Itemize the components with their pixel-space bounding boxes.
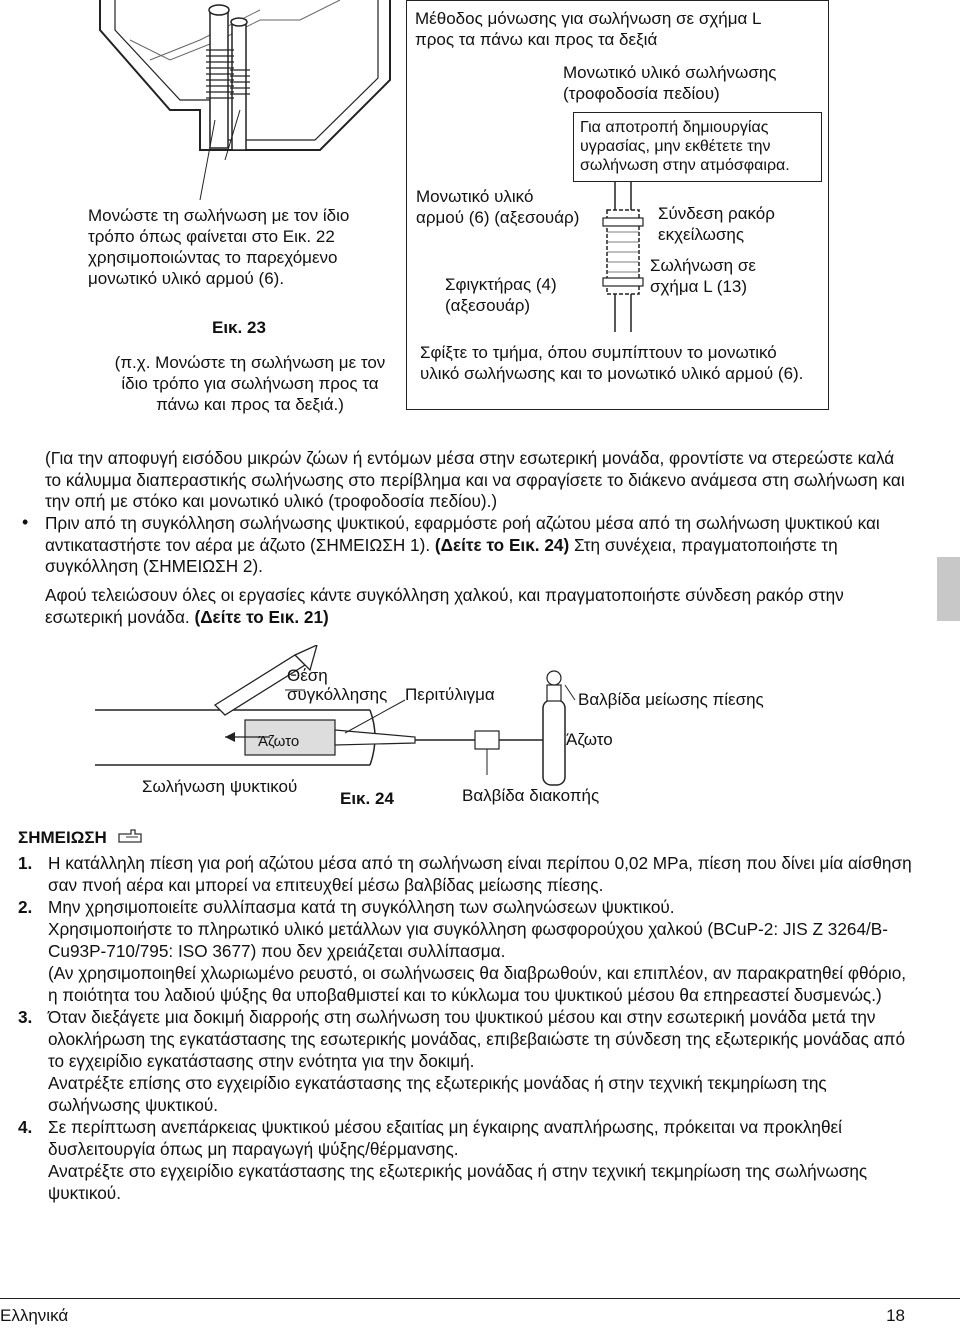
note-number: 2. [18, 897, 33, 917]
paragraph-nitrogen [45, 513, 915, 578]
page-number: 18 [886, 1306, 905, 1325]
notes-list [18, 852, 918, 1204]
note-text: Σε περίπτωση ανεπάρκειας ψυκτικού μέσου εξαιτίας μη έγκαιρης αναπλήρωσης, πρόκειται να προκληθεί δυσλειτουργία όπως μη παραγωγή ψύξης/θέρμανσης. [48, 1117, 842, 1159]
joint-insulation-label: Μονωτικό υλικό αρμού (6) (αξεσουάρ) [416, 187, 580, 227]
clamp-label: Σφιγκτήρας (4) (αξεσουάρ) [445, 275, 557, 315]
note-item [18, 1116, 918, 1160]
bullet-marker: • [22, 512, 29, 532]
paragraph-animals: (Για την αποφυγή εισόδου μικρών ζώων ή εντόμων μέσα στην εσωτερική μονάδα, φροντίστε να στερεώστε καλά το κάλυμμα διαπεραστικής σωλήνωσης στο περίβλημα και να σφραγίσετε το διάκενο ανάμεσα στη σωλήνωση και την οπή με στόκο και μονωτικό υλικό (τροφοδοσία πεδίου).) [45, 448, 905, 512]
hand-pointer-icon [118, 828, 142, 849]
stop-valve-label: Βαλβίδα διακοπής [462, 786, 600, 805]
pipe-insulation-label: Μονωτικό υλικό σωλήνωσης (τροφοδοσία πεδίου) [563, 63, 777, 103]
tighten-note: Σφίξτε το τμήμα, όπου συμπίπτουν το μονωτικό υλικό σωλήνωσης και το μονωτικό υλικό αρμού (6). [420, 343, 804, 383]
note-item-continued [18, 1072, 918, 1116]
fig24-label: Εικ. 24 [340, 789, 394, 808]
fig24-ref: (Δείτε το Εικ. 24) [434, 534, 570, 555]
fig23-label: Εικ. 23 [212, 318, 266, 337]
flare-connection-label: Σύνδεση ρακόρ εκχείλωσης [658, 204, 775, 244]
note-item [18, 852, 918, 896]
note-number: 1. [18, 853, 33, 873]
refrigerant-pipe-label: Σωλήνωση ψυκτικού [142, 777, 298, 796]
after-text: Αφού τελειώσουν όλες οι εργασίες κάντε συγκόλληση χαλκού, και πραγματοποιήστε σύνδεση ρακόρ στην εσωτερική μονάδα. [45, 585, 844, 627]
note-text: Χρησιμοποιήστε το πληρωτικό υλικό μετάλλων για συγκόλληση φωσφορούχου χαλκού (BCuP-2: JIS Z 3264/B-Cu93P-710/795: ISO 3677) που δεν χρειάζεται συλλίπασμα. [48, 919, 888, 961]
fig23-left-caption: Μονώστε τη σωλήνωση με τον ίδιο τρόπο όπως φαίνεται στο Εικ. 22 χρησιμοποιώντας το παρεχόμενο μονωτικό υλικό αρμού (6). [88, 206, 350, 288]
side-tab-marker [937, 557, 960, 621]
unit-corner-illustration [60, 0, 400, 200]
brazing-point-label-2: συγκόλλησης [287, 685, 388, 704]
fig23-example-caption: (π.χ. Μονώστε τη σωλήνωση με τον ίδιο τρόπο για σωλήνωση προς τα πάνω και προς τα δεξιά.) [114, 353, 386, 414]
note-text: Όταν διεξάγετε μια δοκιμή διαρροής στη σωλήνωση του ψυκτικού μέσου και στην εσωτερική μονάδα μετά την ολοκλήρωση της εγκατάστασης της εσωτερικής μονάδας, επιβεβαιώστε τη σύνδεση της εξωτερικής μονάδας από το εγχειρίδιο εγκατάστασης στην ενότητα για την δοκιμή. [48, 1007, 906, 1071]
fig21-ref: (Δείτε το Εικ. 21) [194, 606, 329, 627]
brazing-point-label-1: Θέση [287, 666, 328, 685]
note-item-continued [18, 962, 918, 1006]
nitrogen-text-a: Πριν από τη συγκόλληση σωλήνωσης ψυκτικού, εφαρμόστε ροή αζώτου μέσα από τη σωλήνωση ψυκτικού και αντικαταστήστε τον αέρα με άζωτο (ΣΗΜΕΙΩΣΗ 1). [45, 513, 880, 555]
moisture-note: Για αποτροπή δημιουργίας υγρασίας, μην εκθέτετε την σωλήνωση στην ατμόσφαιρα. [580, 119, 790, 174]
box-title: Μέθοδος μόνωσης για σωλήνωση σε σχήμα L προς τα πάνω και προς τα δεξιά [415, 9, 761, 49]
notes-heading [18, 828, 142, 849]
notes-heading-text: ΣΗΜΕΙΩΣΗ [18, 828, 107, 847]
note-item [18, 1006, 918, 1072]
note-text: Ανατρέξτε στο εγχειρίδιο εγκατάστασης της εξωτερικής μονάδας ή στην τεχνική τεκμηρίωση της σωλήνωσης ψυκτικού. [48, 1161, 868, 1203]
note-item-continued [18, 1160, 918, 1204]
footer-divider [0, 1298, 960, 1299]
nitrogen-text-b: Στη συνέχεια, πραγματοποιήστε τη συγκόλληση (ΣΗΜΕΙΩΣΗ 2). [45, 534, 838, 577]
taping-label: Περιτύλιγμα [405, 685, 495, 704]
note-item-continued [18, 918, 918, 962]
paragraph-after-brazing [45, 585, 915, 628]
footer-language: Ελληνικά [0, 1306, 69, 1325]
note-number: 3. [18, 1007, 33, 1027]
note-text: Η κατάλληλη πίεση για ροή αζώτου μέσα από τη σωλήνωση είναι περίπου 0,02 MPa, πίεση που δίνει μία αίσθηση σαν πνοή αέρα και μπορεί να επιτευχθεί μέσω βαλβίδας μείωσης πίεσης. [48, 853, 912, 895]
note-number: 4. [18, 1117, 33, 1137]
note-text: Ανατρέξτε επίσης στο εγχειρίδιο εγκατάστασης της εξωτερικής μονάδας ή στην τεχνική τεκμηρίωση της σωλήνωσης ψυκτικού. [48, 1073, 827, 1115]
note-text: (Αν χρησιμοποιηθεί χλωριωμένο ρευστό, οι σωλήνωσεις θα διαβρωθούν, και επιπλέον, αν παρακρατηθεί φθόριο, η ποιότητα του λαδιού ψύξης θα υποβαθμιστεί και το κύκλωμα του ψυκτικού μέσου θα επηρεαστεί δυσμενώς.) [48, 963, 907, 1005]
pressure-valve-label: Βαλβίδα μείωσης πίεσης [578, 690, 764, 709]
note-item [18, 896, 918, 918]
nitrogen-pipe-label: Άζωτο [258, 733, 300, 750]
note-text: Μην χρησιμοποιείτε συλλίπασμα κατά τη συγκόλληση των σωληνώσεων ψυκτικού. [48, 897, 675, 917]
nitrogen-cylinder-label: Άζωτο [566, 730, 613, 749]
l-pipe-label: Σωλήνωση σε σχήμα L (13) [650, 256, 756, 296]
joint-insulation-diagram [595, 182, 655, 332]
